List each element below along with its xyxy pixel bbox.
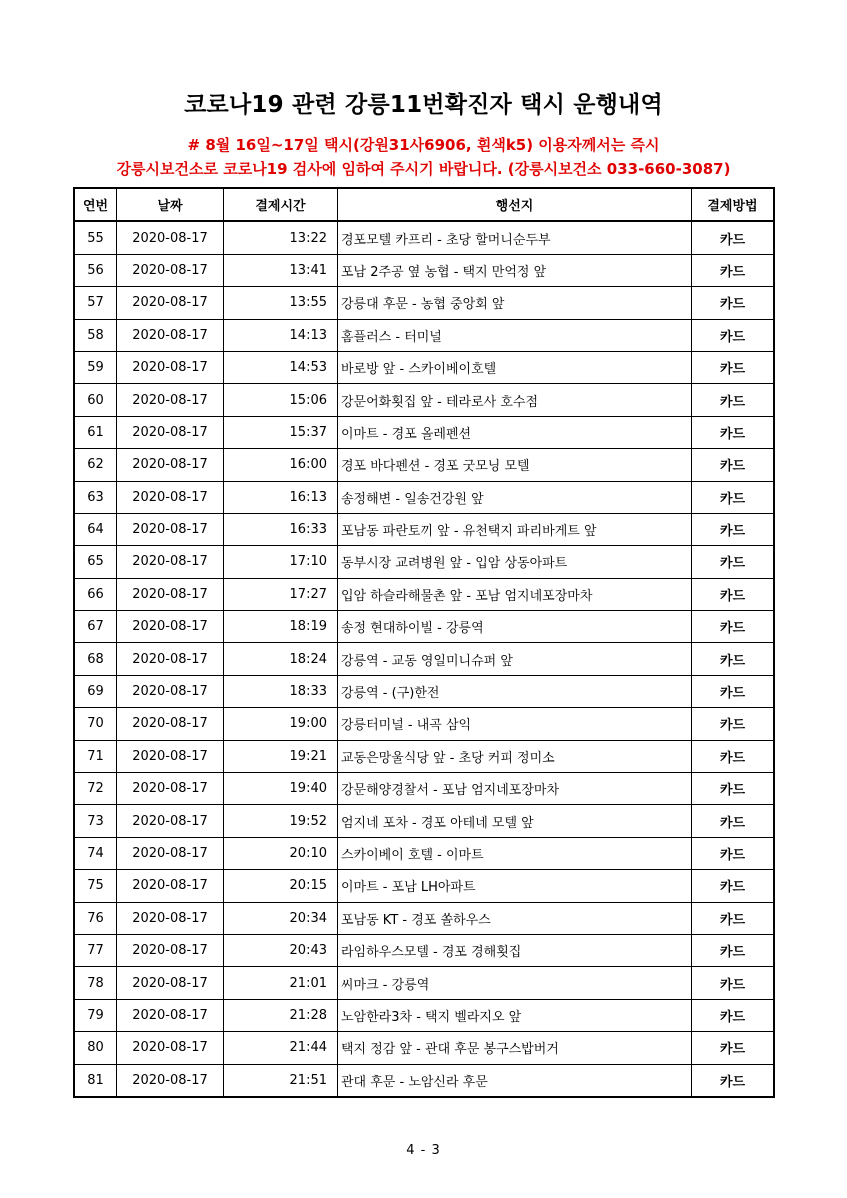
cell-date: 2020-08-17 <box>117 740 224 772</box>
cell-route: 노암한라3차 - 택지 벨라지오 앞 <box>338 999 692 1031</box>
table-row <box>74 675 774 707</box>
cell-date: 2020-08-17 <box>117 934 224 966</box>
cell-no: 75 <box>74 870 117 902</box>
cell-date: 2020-08-17 <box>117 481 224 513</box>
cell-payment: 카드 <box>692 416 775 448</box>
cell-payment: 카드 <box>692 805 775 837</box>
cell-payment: 카드 <box>692 837 775 869</box>
cell-payment: 카드 <box>692 934 775 966</box>
cell-payment: 카드 <box>692 1064 775 1097</box>
header-payment: 결제방법 <box>692 188 775 221</box>
table-body <box>74 221 774 1097</box>
cell-time: 18:33 <box>224 675 338 707</box>
cell-date: 2020-08-17 <box>117 1032 224 1064</box>
cell-date: 2020-08-17 <box>117 708 224 740</box>
table-row <box>74 708 774 740</box>
cell-time: 17:10 <box>224 546 338 578</box>
cell-payment: 카드 <box>692 740 775 772</box>
cell-route: 엄지네 포차 - 경포 아테네 모텔 앞 <box>338 805 692 837</box>
table-row <box>74 221 774 254</box>
cell-route: 포남동 KT - 경포 쏠하우스 <box>338 902 692 934</box>
cell-no: 71 <box>74 740 117 772</box>
table-row <box>74 643 774 675</box>
cell-time: 15:06 <box>224 384 338 416</box>
cell-route: 송정해변 - 일송건강원 앞 <box>338 481 692 513</box>
cell-payment: 카드 <box>692 513 775 545</box>
header-route: 행선지 <box>338 188 692 221</box>
page-title: 코로나19 관련 강릉11번확진자 택시 운행내역 <box>184 92 663 118</box>
header-no: 연번 <box>74 188 117 221</box>
cell-time: 18:24 <box>224 643 338 675</box>
cell-date: 2020-08-17 <box>117 837 224 869</box>
cell-no: 79 <box>74 999 117 1031</box>
table-row <box>74 578 774 610</box>
cell-no: 67 <box>74 611 117 643</box>
cell-time: 13:41 <box>224 254 338 286</box>
cell-date: 2020-08-17 <box>117 384 224 416</box>
taxi-route-table <box>73 187 775 1098</box>
cell-payment: 카드 <box>692 319 775 351</box>
table-row <box>74 319 774 351</box>
cell-payment: 카드 <box>692 708 775 740</box>
cell-route: 포남동 파란토끼 앞 - 유천택지 파리바게트 앞 <box>338 513 692 545</box>
cell-time: 19:00 <box>224 708 338 740</box>
cell-route: 강릉역 - (구)한전 <box>338 675 692 707</box>
cell-route: 입암 하슬라해물촌 앞 - 포남 엄지네포장마차 <box>338 578 692 610</box>
cell-time: 14:13 <box>224 319 338 351</box>
cell-no: 68 <box>74 643 117 675</box>
cell-date: 2020-08-17 <box>117 578 224 610</box>
cell-time: 16:33 <box>224 513 338 545</box>
cell-payment: 카드 <box>692 546 775 578</box>
cell-no: 60 <box>74 384 117 416</box>
cell-no: 63 <box>74 481 117 513</box>
cell-route: 택지 정감 앞 - 관대 후문 봉구스밥버거 <box>338 1032 692 1064</box>
cell-date: 2020-08-17 <box>117 221 224 254</box>
cell-time: 13:22 <box>224 221 338 254</box>
cell-time: 21:01 <box>224 967 338 999</box>
cell-time: 20:15 <box>224 870 338 902</box>
cell-no: 65 <box>74 546 117 578</box>
cell-route: 강릉터미널 - 내곡 삼익 <box>338 708 692 740</box>
cell-no: 55 <box>74 221 117 254</box>
cell-time: 20:43 <box>224 934 338 966</box>
cell-no: 64 <box>74 513 117 545</box>
cell-route: 경포모텔 카프리 - 초당 할머니순두부 <box>338 221 692 254</box>
table-row <box>74 513 774 545</box>
table-row <box>74 870 774 902</box>
table-row <box>74 546 774 578</box>
cell-no: 78 <box>74 967 117 999</box>
cell-time: 21:44 <box>224 1032 338 1064</box>
cell-route: 교동은망울식당 앞 - 초당 커피 정미소 <box>338 740 692 772</box>
cell-payment: 카드 <box>692 449 775 481</box>
cell-route: 강릉역 - 교동 영일미니슈퍼 앞 <box>338 643 692 675</box>
cell-payment: 카드 <box>692 675 775 707</box>
cell-route: 송정 현대하이빌 - 강릉역 <box>338 611 692 643</box>
cell-route: 강문해양경찰서 - 포남 엄지네포장마차 <box>338 773 692 805</box>
cell-date: 2020-08-17 <box>117 1064 224 1097</box>
table-row <box>74 254 774 286</box>
notice-line-1: # 8월 16일~17일 택시(강원31사6906, 흰색k5) 이용자께서는 즉시 <box>187 136 660 154</box>
notice-line-2: 강릉시보건소로 코로나19 검사에 임하여 주시기 바랍니다. (강릉시보건소 033-660-3087) <box>116 160 731 178</box>
table-row <box>74 481 774 513</box>
cell-route: 경포 바다펜션 - 경포 굿모닝 모텔 <box>338 449 692 481</box>
cell-payment: 카드 <box>692 287 775 319</box>
cell-no: 61 <box>74 416 117 448</box>
cell-payment: 카드 <box>692 254 775 286</box>
cell-payment: 카드 <box>692 1032 775 1064</box>
cell-time: 15:37 <box>224 416 338 448</box>
cell-no: 56 <box>74 254 117 286</box>
cell-route: 관대 후문 - 노암신라 후문 <box>338 1064 692 1097</box>
cell-date: 2020-08-17 <box>117 319 224 351</box>
cell-payment: 카드 <box>692 384 775 416</box>
cell-route: 스카이베이 호텔 - 이마트 <box>338 837 692 869</box>
table-row <box>74 773 774 805</box>
cell-payment: 카드 <box>692 999 775 1031</box>
cell-no: 76 <box>74 902 117 934</box>
cell-no: 81 <box>74 1064 117 1097</box>
cell-route: 라임하우스모텔 - 경포 경해횟집 <box>338 934 692 966</box>
table-row <box>74 740 774 772</box>
cell-route: 포남 2주공 옆 농협 - 택지 만억정 앞 <box>338 254 692 286</box>
cell-time: 20:10 <box>224 837 338 869</box>
header-date: 날짜 <box>117 188 224 221</box>
cell-date: 2020-08-17 <box>117 287 224 319</box>
cell-route: 이마트 - 포남 LH아파트 <box>338 870 692 902</box>
cell-date: 2020-08-17 <box>117 611 224 643</box>
cell-no: 72 <box>74 773 117 805</box>
cell-no: 69 <box>74 675 117 707</box>
cell-date: 2020-08-17 <box>117 675 224 707</box>
cell-no: 70 <box>74 708 117 740</box>
cell-route: 바로방 앞 - 스카이베이호텔 <box>338 351 692 383</box>
cell-no: 73 <box>74 805 117 837</box>
cell-route: 동부시장 교려병원 앞 - 입암 상동아파트 <box>338 546 692 578</box>
cell-payment: 카드 <box>692 221 775 254</box>
cell-time: 16:13 <box>224 481 338 513</box>
cell-time: 17:27 <box>224 578 338 610</box>
cell-payment: 카드 <box>692 643 775 675</box>
cell-time: 19:52 <box>224 805 338 837</box>
cell-time: 19:21 <box>224 740 338 772</box>
table-row <box>74 384 774 416</box>
cell-date: 2020-08-17 <box>117 416 224 448</box>
header-time: 결제시간 <box>224 188 338 221</box>
table-row <box>74 449 774 481</box>
table-row <box>74 1064 774 1097</box>
table-row <box>74 611 774 643</box>
cell-time: 13:55 <box>224 287 338 319</box>
cell-date: 2020-08-17 <box>117 773 224 805</box>
table-header-row <box>74 188 774 221</box>
table-row <box>74 805 774 837</box>
table-row <box>74 934 774 966</box>
cell-time: 16:00 <box>224 449 338 481</box>
cell-date: 2020-08-17 <box>117 870 224 902</box>
cell-date: 2020-08-17 <box>117 643 224 675</box>
cell-date: 2020-08-17 <box>117 902 224 934</box>
cell-date: 2020-08-17 <box>117 546 224 578</box>
cell-route: 강문어화횟집 앞 - 테라로사 호수점 <box>338 384 692 416</box>
cell-time: 14:53 <box>224 351 338 383</box>
table-row <box>74 902 774 934</box>
table-row <box>74 1032 774 1064</box>
cell-route: 이마트 - 경포 올레펜션 <box>338 416 692 448</box>
cell-payment: 카드 <box>692 967 775 999</box>
cell-no: 77 <box>74 934 117 966</box>
cell-route: 홈플러스 - 터미널 <box>338 319 692 351</box>
cell-date: 2020-08-17 <box>117 254 224 286</box>
cell-route: 씨마크 - 강릉역 <box>338 967 692 999</box>
cell-date: 2020-08-17 <box>117 351 224 383</box>
table-row <box>74 837 774 869</box>
cell-no: 59 <box>74 351 117 383</box>
cell-no: 62 <box>74 449 117 481</box>
cell-payment: 카드 <box>692 611 775 643</box>
cell-no: 80 <box>74 1032 117 1064</box>
table-row <box>74 416 774 448</box>
cell-time: 18:19 <box>224 611 338 643</box>
table-row <box>74 351 774 383</box>
table-row <box>74 967 774 999</box>
page-number: 4 - 3 <box>406 1143 441 1158</box>
cell-payment: 카드 <box>692 773 775 805</box>
cell-no: 58 <box>74 319 117 351</box>
cell-payment: 카드 <box>692 351 775 383</box>
cell-date: 2020-08-17 <box>117 967 224 999</box>
cell-date: 2020-08-17 <box>117 449 224 481</box>
cell-date: 2020-08-17 <box>117 999 224 1031</box>
cell-date: 2020-08-17 <box>117 805 224 837</box>
cell-no: 66 <box>74 578 117 610</box>
cell-date: 2020-08-17 <box>117 513 224 545</box>
cell-payment: 카드 <box>692 578 775 610</box>
table-row <box>74 287 774 319</box>
cell-payment: 카드 <box>692 902 775 934</box>
table-row <box>74 999 774 1031</box>
cell-payment: 카드 <box>692 481 775 513</box>
cell-time: 21:28 <box>224 999 338 1031</box>
cell-no: 74 <box>74 837 117 869</box>
cell-time: 19:40 <box>224 773 338 805</box>
cell-time: 21:51 <box>224 1064 338 1097</box>
cell-time: 20:34 <box>224 902 338 934</box>
cell-route: 강릉대 후문 - 농협 중앙회 앞 <box>338 287 692 319</box>
cell-payment: 카드 <box>692 870 775 902</box>
cell-no: 57 <box>74 287 117 319</box>
